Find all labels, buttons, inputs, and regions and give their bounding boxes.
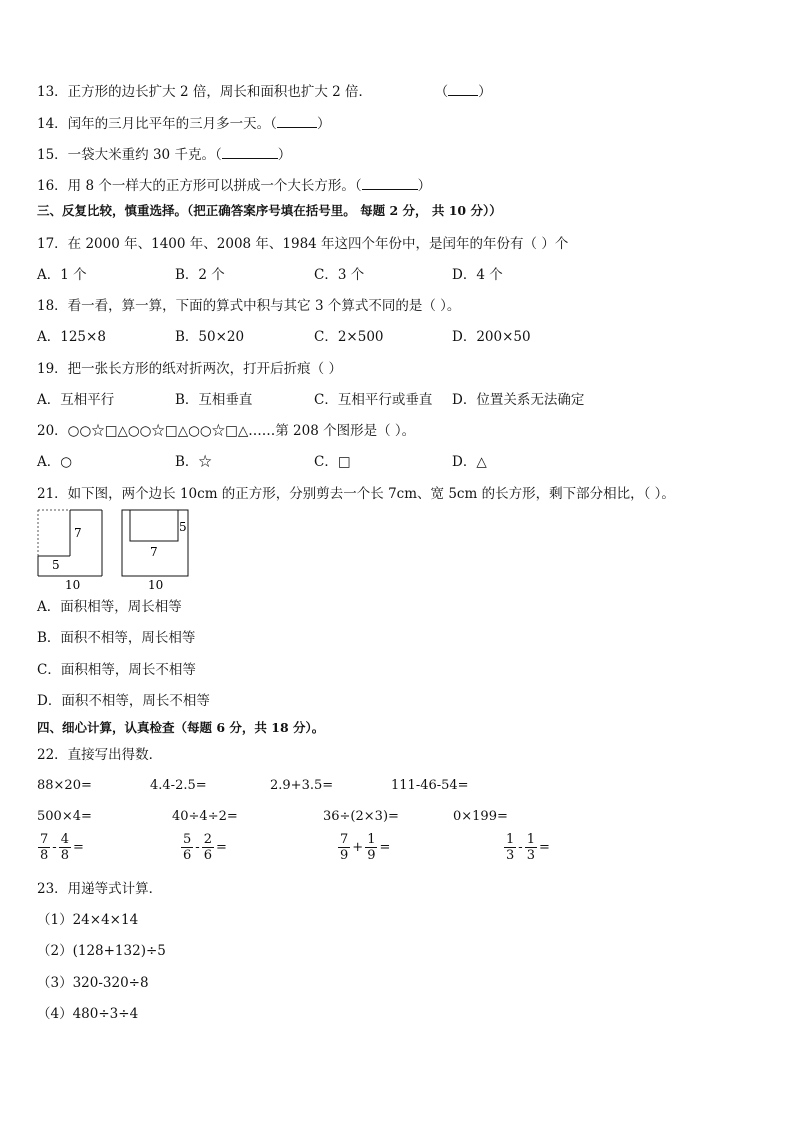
fraction: $\frac{1}{9}$ xyxy=(367,832,376,863)
section-3-heading: 三、反复比较，慎重选择。（把正确答案序号填在括号里。 每题 2 分， 共 10 分）） xyxy=(37,203,502,218)
calc-item: 500×4= xyxy=(37,809,92,824)
answer-blank-14[interactable] xyxy=(277,114,317,128)
fraction: $\frac{4}{8}$ xyxy=(60,832,69,863)
calc-item: 40÷4÷2= xyxy=(172,809,238,824)
square-cut-figure xyxy=(36,508,196,592)
fraction: $\frac{5}{6}$ xyxy=(183,832,192,863)
fraction-expression: $\frac{1}{3}$ - $\frac{1}{3}$ = xyxy=(506,832,550,863)
paren-close: ） xyxy=(478,84,492,100)
calc-item: 2.9+3.5= xyxy=(270,778,334,793)
calc-item: 111-46-54= xyxy=(391,778,469,793)
option-b[interactable]: B．互相垂直 xyxy=(175,392,253,408)
fraction: $\frac{7}{8}$ xyxy=(40,832,49,863)
label-left-base: 10 xyxy=(65,578,81,592)
option-d[interactable]: D．△ xyxy=(452,454,487,470)
answer-blank-15[interactable] xyxy=(222,145,278,159)
calc-item: 0×199= xyxy=(453,809,508,824)
question-18-text: 18．看一看，算一算，下面的算式中积与其它 3 个算式不同的是（ ）。 xyxy=(37,298,461,314)
calc-item: 4.4-2.5= xyxy=(150,778,207,793)
option-a[interactable]: A．面积相等，周长相等 xyxy=(37,599,182,615)
question-19-text: 19．把一张长方形的纸对折两次，打开后折痕（ ） xyxy=(37,361,342,377)
option-d[interactable]: D．4 个 xyxy=(452,267,503,283)
fraction: $\frac{7}{9}$ xyxy=(340,832,349,863)
fraction: $\frac{1}{3}$ xyxy=(526,832,535,863)
question-23-text: 23．用递等式计算． xyxy=(37,881,163,897)
option-b[interactable]: B．☆ xyxy=(175,454,212,470)
label-right-side: 5 xyxy=(179,520,187,534)
question-17-text: 17．在 2000 年、1400 年、2008 年、1984 年这四个年份中，是闰年的年份有（ ）个 xyxy=(37,236,569,252)
section-4-heading: 四、细心计算，认真检查（每题 6 分，共 18 分）。 xyxy=(37,720,325,735)
option-b[interactable]: B．50×20 xyxy=(175,329,245,345)
option-a[interactable]: A．互相平行 xyxy=(37,392,115,408)
question-16-text: 16．用 8 个一样大的正方形可以拼成一个大长方形。（ xyxy=(37,178,362,194)
label-left-bottom: 5 xyxy=(52,558,60,572)
question-20-text: 20．○○☆□△○○☆□△○○☆□△……第 208 个图形是（ ）。 xyxy=(37,423,416,439)
option-a[interactable]: A．1 个 xyxy=(37,267,87,283)
option-a[interactable]: A．125×8 xyxy=(37,329,106,345)
question-16: 16．用 8 个一样大的正方形可以拼成一个大长方形。（ ） xyxy=(37,178,432,194)
calc-item: 36÷(2×3)= xyxy=(323,809,399,824)
option-c[interactable]: C．互相平行或垂直 xyxy=(314,392,433,408)
calc-step-item: （4）480÷3÷4 xyxy=(37,1006,139,1022)
calc-step-item: （2）(128+132)÷5 xyxy=(37,943,166,959)
option-c[interactable]: C．□ xyxy=(314,454,351,470)
label-left-vertical: 7 xyxy=(74,526,82,540)
option-d[interactable]: D．面积不相等，周长不相等 xyxy=(37,693,210,709)
fraction-expression: $\frac{7}{9}$ + $\frac{1}{9}$ = xyxy=(340,832,391,863)
question-22-text: 22．直接写出得数． xyxy=(37,747,163,763)
option-c[interactable]: C．面积相等，周长不相等 xyxy=(37,662,196,678)
option-d[interactable]: D．200×50 xyxy=(452,329,531,345)
fraction-expression: $\frac{7}{8}$ - $\frac{4}{8}$ = xyxy=(40,832,84,863)
answer-blank-13[interactable] xyxy=(448,82,478,96)
question-13 xyxy=(37,82,492,101)
question-14: 14．闰年的三月比平年的三月多一天。（ ） xyxy=(37,116,331,132)
left-shape xyxy=(38,510,102,576)
label-right-inner: 7 xyxy=(150,545,158,559)
question-21-text: 21．如下图，两个边长 10cm 的正方形，分别剪去一个长 7cm、宽 5cm 的长方形，剩下部分相比，（ ）。 xyxy=(37,486,675,502)
option-b[interactable]: B．面积不相等，周长相等 xyxy=(37,630,196,646)
question-14-text: 14．闰年的三月比平年的三月多一天。（ xyxy=(37,116,277,132)
answer-blank-16[interactable] xyxy=(362,176,418,190)
question-15: 15．一袋大米重约 30 千克。（ ） xyxy=(37,147,292,163)
option-c[interactable]: C．2×500 xyxy=(314,329,384,345)
fraction: $\frac{2}{6}$ xyxy=(203,832,212,863)
option-b[interactable]: B．2 个 xyxy=(175,267,225,283)
calc-step-item: （3）320-320÷8 xyxy=(37,975,149,991)
option-d[interactable]: D．位置关系无法确定 xyxy=(452,392,585,408)
label-right-base: 10 xyxy=(148,578,164,592)
fraction-expression: $\frac{5}{6}$ - $\frac{2}{6}$ = xyxy=(183,832,227,863)
calc-item: 88×20= xyxy=(37,778,92,793)
question-15-text: 15．一袋大米重约 30 千克。（ xyxy=(37,147,222,163)
paren-open: （ xyxy=(434,84,449,100)
fraction: $\frac{1}{3}$ xyxy=(506,832,515,863)
option-a[interactable]: A．○ xyxy=(37,454,73,470)
calc-step-item: （1）24×4×14 xyxy=(37,912,139,928)
question-13-text: 13．正方形的边长扩大 2 倍，周长和面积也扩大 2 倍． xyxy=(37,84,373,100)
option-c[interactable]: C．3 个 xyxy=(314,267,365,283)
